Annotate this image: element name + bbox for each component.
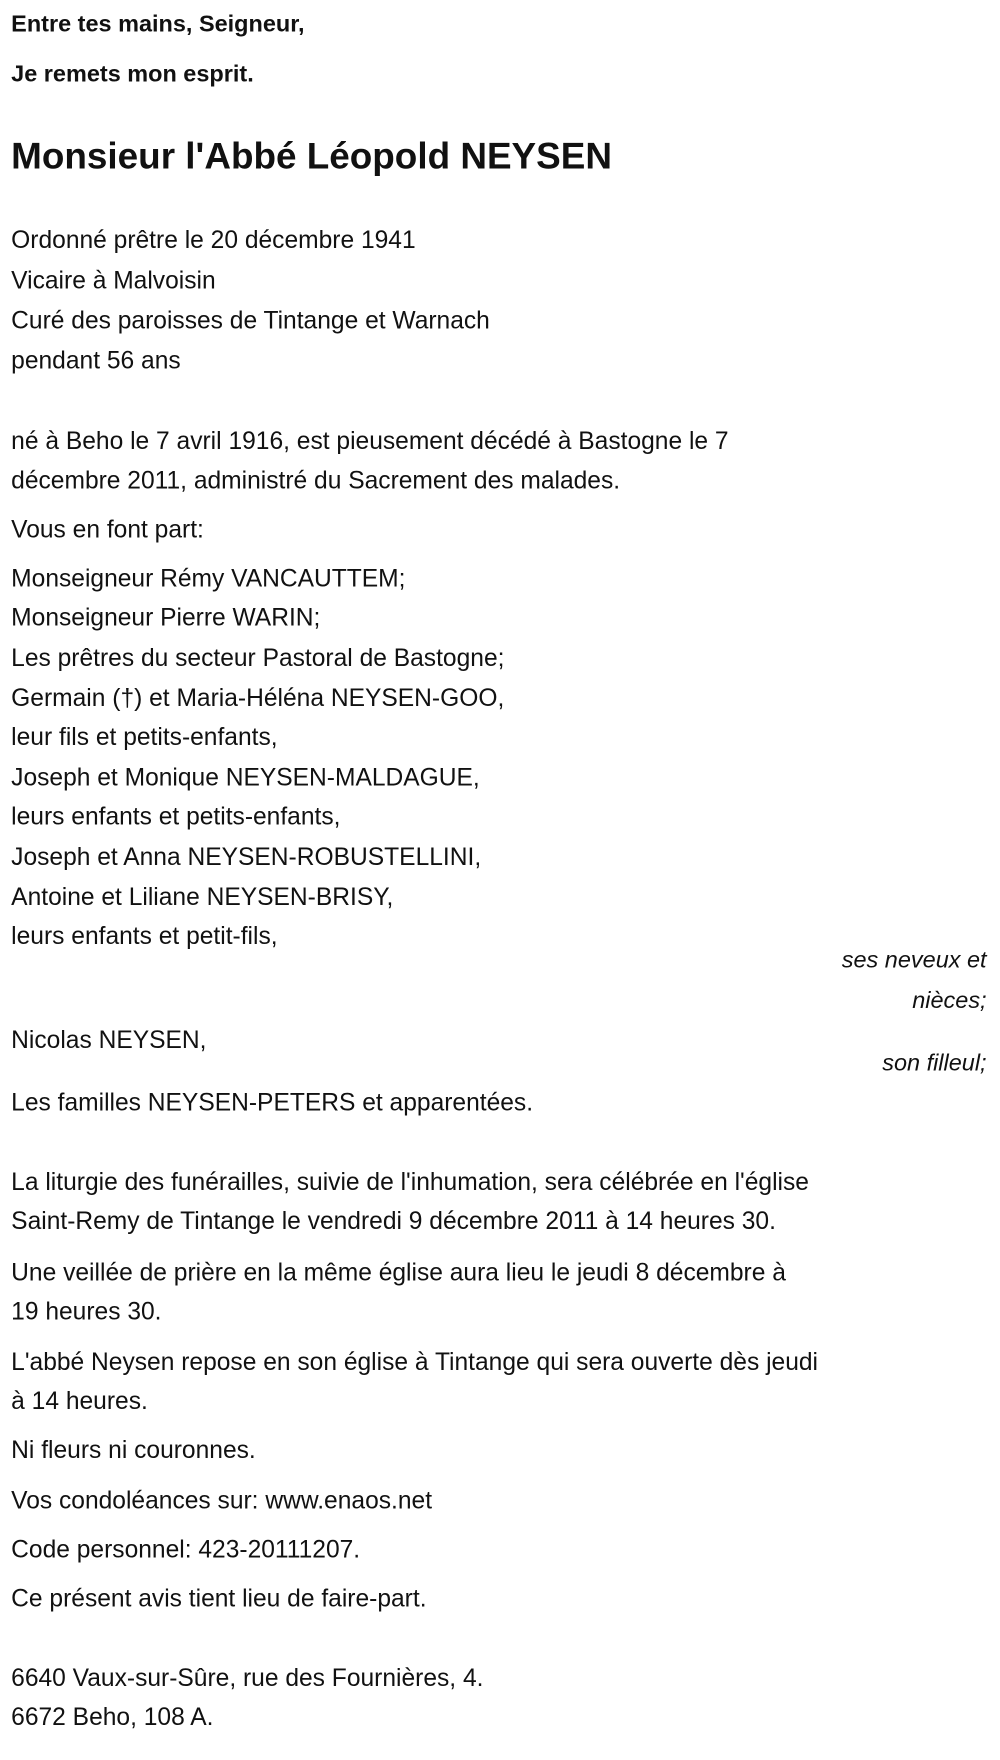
rest-line: à 14 heures. [11, 1386, 148, 1415]
verse-line: Je remets mon esprit. [11, 61, 254, 88]
family-line: leur fils et petits-enfants, [11, 722, 278, 751]
code-line: Code personnel: 423-20111207. [11, 1535, 361, 1564]
family-line: Joseph et Anna NEYSEN-ROBUSTELLINI, [11, 842, 482, 871]
career-line: Ordonné prêtre le 20 décembre 1941 [11, 225, 416, 254]
announcement-line: né à Beho le 7 avril 1916, est pieusement décédé à Bastogne le 7 [11, 426, 729, 455]
family-line: Joseph et Monique NEYSEN-MALDAGUE, [11, 763, 480, 792]
relation-label: nièces; [912, 987, 987, 1014]
families-line: Les familles NEYSEN-PETERS et apparentées. [11, 1088, 534, 1117]
announcement-line: décembre 2011, administré du Sacrement des malades. [11, 465, 621, 494]
verse-line: Entre tes mains, Seigneur, [11, 11, 305, 37]
family-line: Monseigneur Pierre WARIN; [11, 603, 321, 632]
intro-text: Vous en font part: [11, 515, 204, 544]
address-line: 6672 Beho, 108 A. [11, 1702, 214, 1731]
godson-line: Nicolas NEYSEN, [11, 1025, 207, 1054]
flowers-line: Ni fleurs ni couronnes. [11, 1435, 256, 1464]
vigil-line: Une veillée de prière en la même église aura lieu le jeudi 8 décembre à [11, 1258, 786, 1287]
career-line: Curé des paroisses de Tintange et Warnach [11, 306, 490, 335]
family-line: leurs enfants et petit-fils, [11, 921, 278, 950]
career-line: Vicaire à Malvoisin [11, 265, 216, 294]
career-line: pendant 56 ans [11, 346, 181, 375]
funeral-line: Saint-Remy de Tintange le vendredi 9 décembre 2011 à 14 heures 30. [11, 1206, 776, 1235]
relation-label: son filleul; [882, 1050, 987, 1076]
family-line: Monseigneur Rémy VANCAUTTEM; [11, 564, 406, 593]
rest-line: L'abbé Neysen repose en son église à Tintange qui sera ouverte dès jeudi [11, 1347, 819, 1376]
family-line: Germain (†) et Maria-Héléna NEYSEN-GOO, [11, 683, 505, 712]
funeral-line: La liturgie des funérailles, suivie de l'inhumation, sera célébrée en l'église [11, 1167, 809, 1196]
family-line: Les prêtres du secteur Pastoral de Bastogne; [11, 643, 505, 672]
family-line: Antoine et Liliane NEYSEN-BRISY, [11, 882, 394, 911]
address-line: 6640 Vaux-sur-Sûre, rue des Fournières, 4. [11, 1663, 484, 1692]
relation-label: ses neveux et [841, 947, 987, 974]
vigil-line: 19 heures 30. [11, 1297, 162, 1326]
family-line: leurs enfants et petits-enfants, [11, 802, 341, 831]
notice-line: Ce présent avis tient lieu de faire-part. [11, 1584, 427, 1613]
condolences-line: Vos condoléances sur: www.enaos.net [11, 1486, 433, 1514]
page-title: Monsieur l'Abbé Léopold NEYSEN [11, 135, 612, 177]
